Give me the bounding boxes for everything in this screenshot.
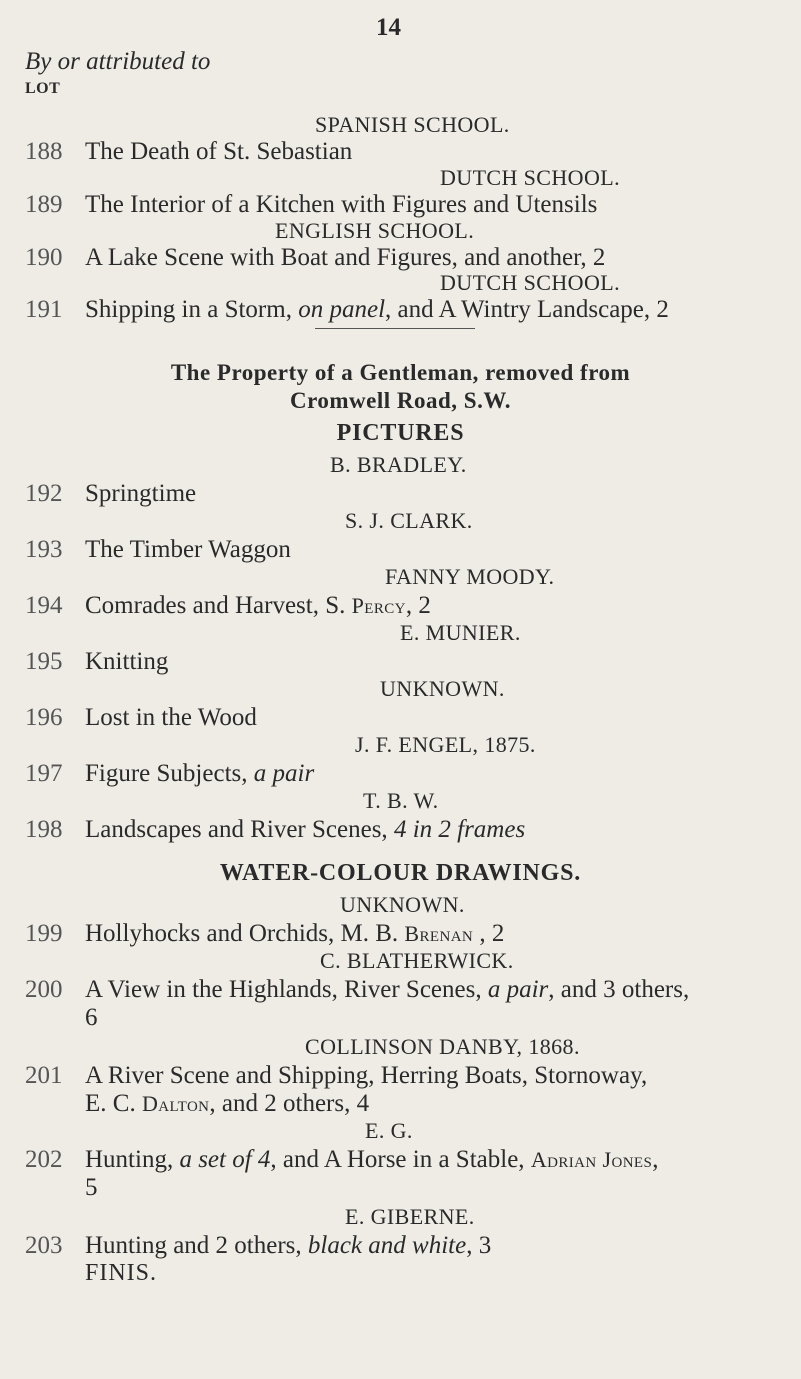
- section-divider: [315, 328, 475, 329]
- lot-number: 188: [25, 138, 63, 165]
- artist-name: E. MUNIER.: [400, 620, 521, 645]
- finis-mark: FINIS.: [85, 1260, 158, 1286]
- provenance-line: Cromwell Road, S.W.: [290, 388, 511, 413]
- lot-title: Knitting: [85, 648, 169, 675]
- lot-title: The Death of St. Sebastian: [85, 138, 353, 165]
- lot-number: 192: [25, 480, 63, 507]
- lot-title: The Interior of a Kitchen with Figures and Utensils: [85, 191, 598, 218]
- artist-name: B. BRADLEY.: [330, 452, 467, 477]
- lot-number: 199: [25, 920, 63, 947]
- artist-name: J. F. ENGEL, 1875.: [355, 732, 536, 757]
- artist-name: C. BLATHERWICK.: [320, 948, 514, 973]
- lot-title: Figure Subjects, a pair: [85, 760, 315, 787]
- artist-name: T. B. W.: [363, 788, 439, 813]
- artist-name: COLLINSON DANBY, 1868.: [305, 1034, 580, 1059]
- lot-number: 195: [25, 648, 63, 675]
- lot-number: 189: [25, 191, 63, 218]
- lot-title: Hollyhocks and Orchids, M. B. Brenan , 2: [85, 920, 505, 947]
- lot-title: A View in the Highlands, River Scenes, a pair, and 3 others,: [85, 976, 690, 1003]
- lot-number: 202: [25, 1146, 63, 1173]
- lot-number: 200: [25, 976, 63, 1003]
- lot-number: 201: [25, 1062, 63, 1089]
- lot-number: 196: [25, 704, 63, 731]
- running-head: By or attributed to: [25, 48, 211, 75]
- lot-title-continuation: 5: [85, 1174, 98, 1201]
- artist-name: FANNY MOODY.: [385, 564, 555, 589]
- lot-title: The Timber Waggon: [85, 536, 291, 563]
- artist-name: UNKNOWN.: [380, 676, 505, 701]
- page-number: 14: [376, 14, 401, 41]
- lot-title: Landscapes and River Scenes, 4 in 2 frames: [85, 816, 526, 843]
- lot-title: Shipping in a Storm, on panel, and A Wintry Landscape, 2: [85, 296, 669, 323]
- lot-title: A River Scene and Shipping, Herring Boats, Stornoway,: [85, 1062, 648, 1089]
- lot-title-continuation: E. C. Dalton, and 2 others, 4: [85, 1090, 370, 1117]
- school-heading: DUTCH SCHOOL.: [440, 270, 620, 295]
- lot-column-header: LOT: [25, 80, 61, 97]
- lot-number: 190: [25, 244, 63, 271]
- lot-number: 203: [25, 1232, 63, 1259]
- lot-title: Hunting and 2 others, black and white, 3: [85, 1232, 492, 1259]
- lot-title: Comrades and Harvest, S. Percy, 2: [85, 592, 431, 619]
- lot-title: Springtime: [85, 480, 197, 507]
- section-heading-watercolour: WATER-COLOUR DRAWINGS.: [219, 860, 582, 886]
- lot-number: 198: [25, 816, 63, 843]
- artist-name: S. J. CLARK.: [345, 508, 473, 533]
- lot-title: Hunting, a set of 4, and A Horse in a Stable, Adrian Jones,: [85, 1146, 659, 1173]
- section-heading-pictures: PICTURES: [336, 420, 465, 446]
- school-heading: SPANISH SCHOOL.: [315, 112, 510, 137]
- artist-name: E. G.: [365, 1118, 413, 1143]
- artist-name: UNKNOWN.: [340, 892, 465, 917]
- lot-title: A Lake Scene with Boat and Figures, and another, 2: [85, 244, 606, 271]
- lot-number: 193: [25, 536, 63, 563]
- provenance-line: The Property of a Gentleman, removed from: [170, 360, 631, 385]
- lot-number: 191: [25, 296, 63, 323]
- lot-title: Lost in the Wood: [85, 704, 257, 731]
- lot-number: 197: [25, 760, 63, 787]
- school-heading: DUTCH SCHOOL.: [440, 165, 620, 190]
- lot-number: 194: [25, 592, 63, 619]
- lot-title-continuation: 6: [85, 1004, 98, 1031]
- school-heading: ENGLISH SCHOOL.: [275, 218, 475, 243]
- artist-name: E. GIBERNE.: [345, 1204, 475, 1229]
